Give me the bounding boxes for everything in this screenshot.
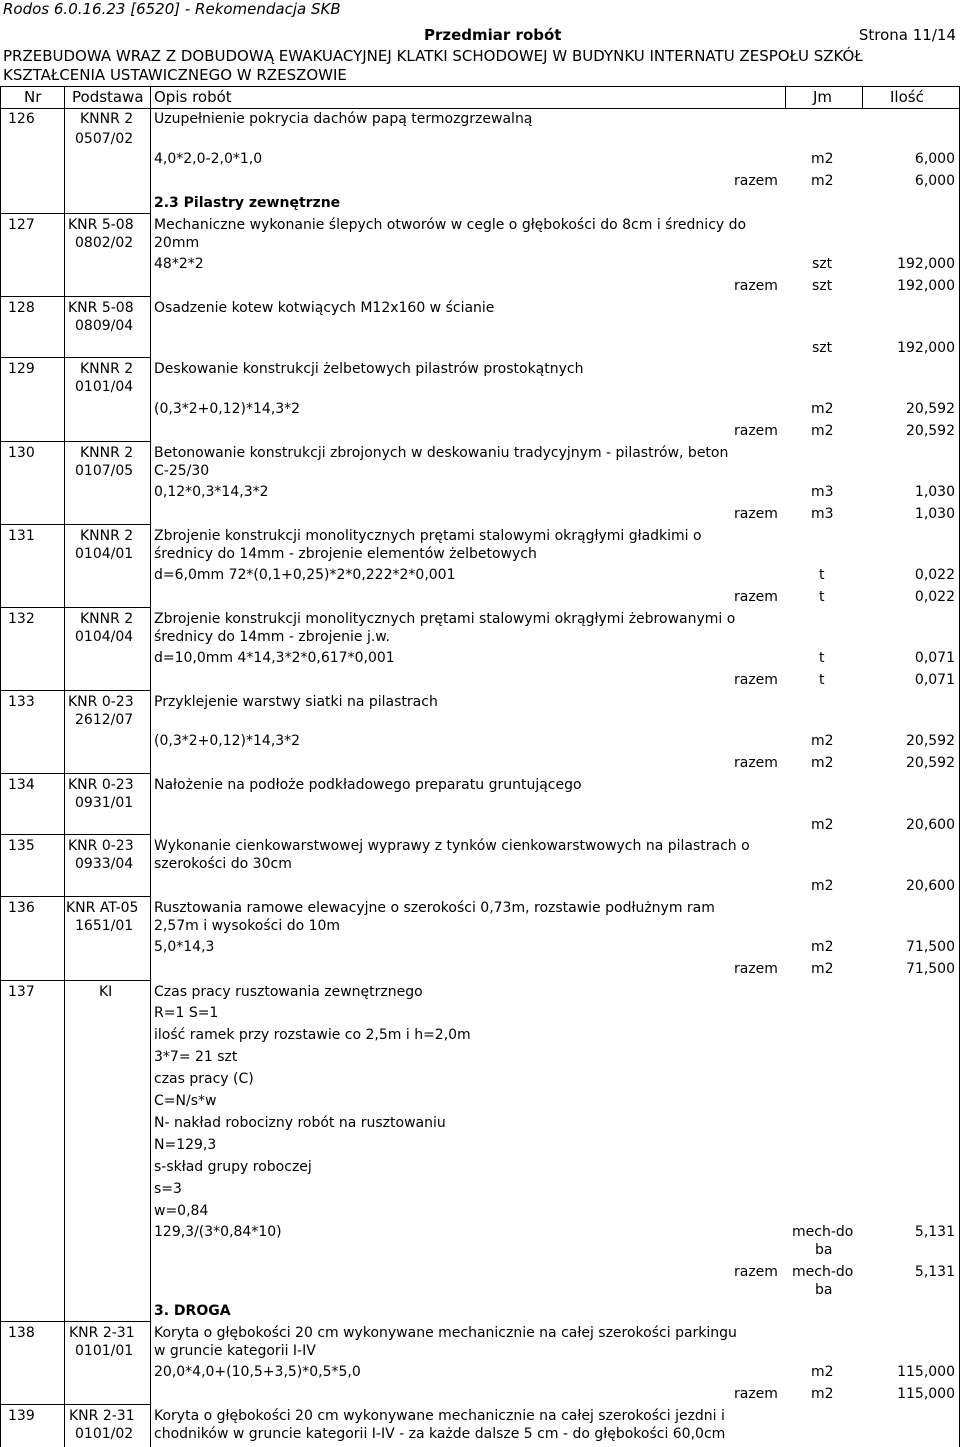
column-header-description: Opis robót — [154, 88, 232, 106]
table-cell-text: 0,022 — [914, 589, 955, 605]
project-title-line1: PRZEBUDOWA WRAZ Z DOBUDOWĄ EWAKUACYJNEJ KLATKI SCHODOWEJ W BUDYNKU INTERNATU ZESPOŁU SZKÓŁ — [3, 47, 863, 65]
table-cell-text: d=10,0mm 4*14,3*2*0,617*0,001 — [154, 650, 395, 666]
table-cell-text: 20,592 — [906, 423, 955, 439]
table-cell-text: m2 — [811, 878, 834, 894]
table-cell-text: 129,3/(3*0,84*10) — [154, 1224, 282, 1240]
table-cell-text: m2 — [811, 151, 834, 167]
table-cell-text: 3*7= 21 szt — [154, 1049, 238, 1065]
column-header-quantity: Ilość — [890, 88, 924, 106]
table-cell-text: szt — [812, 340, 833, 356]
table-cell-text: 20,600 — [906, 878, 955, 894]
table-cell-text: 20,600 — [906, 817, 955, 833]
column-header-unit: Jm — [813, 88, 833, 106]
table-cell-text: N- nakład robocizny robót na rusztowaniu — [154, 1115, 446, 1131]
table-cell-text: 5,0*14,3 — [154, 939, 215, 955]
table-cell-text: czas pracy (C) — [154, 1071, 254, 1087]
row-separator — [0, 980, 150, 981]
table-cell-text: mech-do — [792, 1264, 854, 1280]
table-cell-text: razem — [734, 589, 778, 605]
table-cell-text: mech-do — [792, 1224, 854, 1240]
table-cell-text: m2 — [811, 401, 834, 417]
table-cell-text: 136 — [8, 900, 35, 916]
table-cell-text: razem — [734, 1264, 778, 1280]
table-cell-text: KNNR 2 — [80, 611, 134, 627]
table-cell-text: d=6,0mm 72*(0,1+0,25)*2*0,222*2*0,001 — [154, 567, 456, 583]
table-cell-text: 137 — [8, 984, 35, 1000]
table-cell-text: KNR 2-31 — [69, 1408, 135, 1424]
software-version: Rodos 6.0.16.23 [6520] - Rekomendacja SKB — [3, 0, 341, 18]
table-cell-text: razem — [734, 1386, 778, 1402]
table-cell-text: 0,022 — [914, 567, 955, 583]
table-cell-text: t — [819, 650, 825, 666]
table-cell-text: Osadzenie kotew kotwiących M12x160 w ścianie — [154, 300, 495, 316]
table-cell-text: razem — [734, 672, 778, 688]
table-cell-text: m2 — [811, 939, 834, 955]
table-cell-text: 115,000 — [897, 1364, 955, 1380]
table-cell-text: m2 — [811, 1364, 834, 1380]
table-cell-text: R=1 S=1 — [154, 1005, 219, 1021]
table-cell-text: 2612/07 — [75, 712, 134, 728]
table-cell-text: razem — [734, 423, 778, 439]
table-cell-text: Zbrojenie konstrukcji monolitycznych prętami stalowymi okrągłymi gładkimi o — [154, 528, 702, 544]
table-cell-text: s-skład grupy roboczej — [154, 1159, 312, 1175]
table-cell-text: ilość ramek przy rozstawie co 2,5m i h=2,0m — [154, 1027, 471, 1043]
table-cell-text: KNNR 2 — [80, 111, 134, 127]
table-cell-text: 131 — [8, 528, 35, 544]
table-cell-text: Nałożenie na podłoże podkładowego preparatu gruntującego — [154, 777, 582, 793]
table-cell-text: 6,000 — [914, 173, 955, 189]
table-cell-text: 134 — [8, 777, 35, 793]
table-cell-text: razem — [734, 173, 778, 189]
table-cell-text: m2 — [811, 817, 834, 833]
table-cell-text: 20,592 — [906, 733, 955, 749]
row-separator — [0, 690, 150, 691]
table-cell-text: 0104/04 — [75, 629, 134, 645]
table-cell-text: 130 — [8, 445, 35, 461]
table-cell-text: KNR 0-23 — [68, 777, 134, 793]
table-cell-text: Mechaniczne wykonanie ślepych otworów w cegle o głębokości do 8cm i średnicy do — [154, 217, 747, 233]
table-cell-text: 128 — [8, 300, 35, 316]
table-cell-text: KNNR 2 — [80, 528, 134, 544]
table-cell-text: (0,3*2+0,12)*14,3*2 — [154, 733, 301, 749]
table-cell-text: 0,071 — [914, 650, 955, 666]
table-cell-text: 20mm — [154, 235, 200, 251]
row-separator — [0, 357, 150, 358]
column-divider-nr — [64, 86, 65, 1447]
table-cell-text: m3 — [811, 484, 834, 500]
table-cell-text: 4,0*2,0-2,0*1,0 — [154, 151, 263, 167]
table-cell-text: w gruncie kategorii I-IV — [154, 1343, 316, 1359]
document-title: Przedmiar robót — [424, 26, 562, 44]
table-cell-text: szt — [812, 256, 833, 272]
table-cell-text: 129 — [8, 361, 35, 377]
table-cell-text: KNNR 2 — [80, 445, 134, 461]
table-cell-text: KNR 2-31 — [69, 1325, 135, 1341]
table-cell-text: 2,57m i wysokości do 10m — [154, 918, 341, 934]
column-header-nr: Nr — [24, 88, 42, 106]
column-divider-desc-header — [785, 86, 786, 108]
table-cell-text: Koryta o głębokości 20 cm wykonywane mechanicznie na całej szerokości parkingu — [154, 1325, 737, 1341]
table-cell-text: 2.3 Pilastry zewnętrzne — [154, 195, 341, 211]
row-separator — [0, 896, 150, 897]
row-separator — [0, 773, 150, 774]
table-cell-text: KNR 5-08 — [68, 300, 134, 316]
table-cell-text: 133 — [8, 694, 35, 710]
table-cell-text: KNR AT-05 — [66, 900, 139, 916]
table-cell-text: 0809/04 — [75, 318, 134, 334]
table-cell-text: 0,12*0,3*14,3*2 — [154, 484, 269, 500]
table-cell-text: 48*2*2 — [154, 256, 204, 272]
table-cell-text: 127 — [8, 217, 35, 233]
table-cell-text: 192,000 — [897, 278, 955, 294]
table-cell-text: 0802/02 — [75, 235, 134, 251]
table-cell-text: KNR 0-23 — [68, 694, 134, 710]
table-cell-text: 71,500 — [906, 961, 955, 977]
table-cell-text: chodników w gruncie kategorii I-IV - za każde dalsze 5 cm - do głębokości 60,0cm — [154, 1426, 726, 1442]
table-cell-text: 6,000 — [914, 151, 955, 167]
table-cell-text: KI — [99, 984, 113, 1000]
table-cell-text: 0933/04 — [75, 856, 134, 872]
table-cell-text: t — [819, 567, 825, 583]
table-cell-text: KNR 5-08 — [68, 217, 134, 233]
table-cell-text: t — [819, 672, 825, 688]
table-top-border — [0, 86, 960, 87]
project-title-line2: KSZTAŁCENIA USTAWICZNEGO W RZESZOWIE — [3, 66, 347, 84]
column-divider-basis — [150, 86, 151, 1447]
row-separator — [0, 834, 150, 835]
table-cell-text: 0107/05 — [75, 463, 134, 479]
table-cell-text: 3. DROGA — [154, 1303, 231, 1319]
table-cell-text: 20,592 — [906, 755, 955, 771]
table-cell-text: razem — [734, 506, 778, 522]
table-cell-text: 126 — [8, 111, 35, 127]
table-cell-text: 115,000 — [897, 1386, 955, 1402]
table-cell-text: 192,000 — [897, 340, 955, 356]
row-separator — [0, 524, 150, 525]
table-cell-text: 20,0*4,0+(10,5+3,5)*0,5*5,0 — [154, 1364, 361, 1380]
table-cell-text: razem — [734, 961, 778, 977]
table-cell-text: 1651/01 — [75, 918, 134, 934]
table-cell-text: razem — [734, 755, 778, 771]
table-cell-text: Uzupełnienie pokrycia dachów papą termozgrzewalną — [154, 111, 533, 127]
row-separator — [0, 441, 150, 442]
table-cell-text: szt — [812, 278, 833, 294]
table-cell-text: ba — [815, 1282, 833, 1298]
table-cell-text: 0101/02 — [75, 1426, 134, 1442]
table-cell-text: Betonowanie konstrukcji zbrojonych w deskowaniu tradycyjnym - pilastrów, beton — [154, 445, 729, 461]
table-cell-text: szerokości do 30cm — [154, 856, 292, 872]
table-cell-text: 71,500 — [906, 939, 955, 955]
table-cell-text: m2 — [811, 755, 834, 771]
table-cell-text: KNR 0-23 — [68, 838, 134, 854]
table-cell-text: 5,131 — [914, 1224, 955, 1240]
table-left-border — [0, 86, 1, 1447]
table-cell-text: ba — [815, 1242, 833, 1258]
table-cell-text: 139 — [8, 1408, 35, 1424]
table-cell-text: KNNR 2 — [80, 361, 134, 377]
table-cell-text: Rusztowania ramowe elewacyjne o szerokości 0,73m, rozstawie podłużnym ram — [154, 900, 715, 916]
row-separator — [0, 1321, 150, 1322]
page-number: Strona 11/14 — [858, 26, 956, 44]
table-cell-text: średnicy do 14mm - zbrojenie elementów żelbetowych — [154, 546, 537, 562]
table-cell-text: s=3 — [154, 1181, 182, 1197]
table-cell-text: 0101/01 — [75, 1343, 134, 1359]
column-header-basis: Podstawa — [72, 88, 144, 106]
table-cell-text: 0104/01 — [75, 546, 134, 562]
table-cell-text: 0507/02 — [75, 131, 134, 147]
table-cell-text: 0,071 — [914, 672, 955, 688]
table-cell-text: m2 — [811, 423, 834, 439]
table-cell-text: 1,030 — [914, 484, 955, 500]
row-separator — [0, 607, 150, 608]
table-cell-text: Deskowanie konstrukcji żelbetowych pilastrów prostokątnych — [154, 361, 584, 377]
table-cell-text: (0,3*2+0,12)*14,3*2 — [154, 401, 301, 417]
table-cell-text: Zbrojenie konstrukcji monolitycznych prętami stalowymi okrągłymi żebrowanymi o — [154, 611, 736, 627]
table-cell-text: 132 — [8, 611, 35, 627]
table-cell-text: 20,592 — [906, 401, 955, 417]
header-bottom-border — [0, 108, 960, 109]
table-cell-text: Koryta o głębokości 20 cm wykonywane mechanicznie na całej szerokości jezdni i — [154, 1408, 725, 1424]
row-separator — [0, 296, 150, 297]
table-cell-text: Czas pracy rusztowania zewnętrznego — [154, 984, 423, 1000]
table-cell-text: 135 — [8, 838, 35, 854]
table-cell-text: 1,030 — [914, 506, 955, 522]
table-cell-text: t — [819, 589, 825, 605]
table-cell-text: C=N/s*w — [154, 1093, 217, 1109]
table-cell-text: m3 — [811, 506, 834, 522]
table-cell-text: 192,000 — [897, 256, 955, 272]
column-divider-unit-header — [862, 86, 863, 108]
table-cell-text: m2 — [811, 1386, 834, 1402]
row-separator — [0, 213, 150, 214]
table-cell-text: m2 — [811, 733, 834, 749]
table-cell-text: 138 — [8, 1325, 35, 1341]
table-cell-text: w=0,84 — [154, 1203, 209, 1219]
table-cell-text: Wykonanie cienkowarstwowej wyprawy z tynków cienkowarstwowych na pilastrach o — [154, 838, 750, 854]
table-cell-text: m2 — [811, 173, 834, 189]
table-cell-text: razem — [734, 278, 778, 294]
table-cell-text: 0101/04 — [75, 379, 134, 395]
table-cell-text: m2 — [811, 961, 834, 977]
table-cell-text: 5,131 — [914, 1264, 955, 1280]
table-cell-text: C-25/30 — [154, 463, 210, 479]
row-separator — [0, 1404, 150, 1405]
table-cell-text: Przyklejenie warstwy siatki na pilastrach — [154, 694, 438, 710]
table-cell-text: 0931/01 — [75, 795, 134, 811]
table-cell-text: średnicy do 14mm - zbrojenie j.w. — [154, 629, 390, 645]
table-cell-text: N=129,3 — [154, 1137, 217, 1153]
